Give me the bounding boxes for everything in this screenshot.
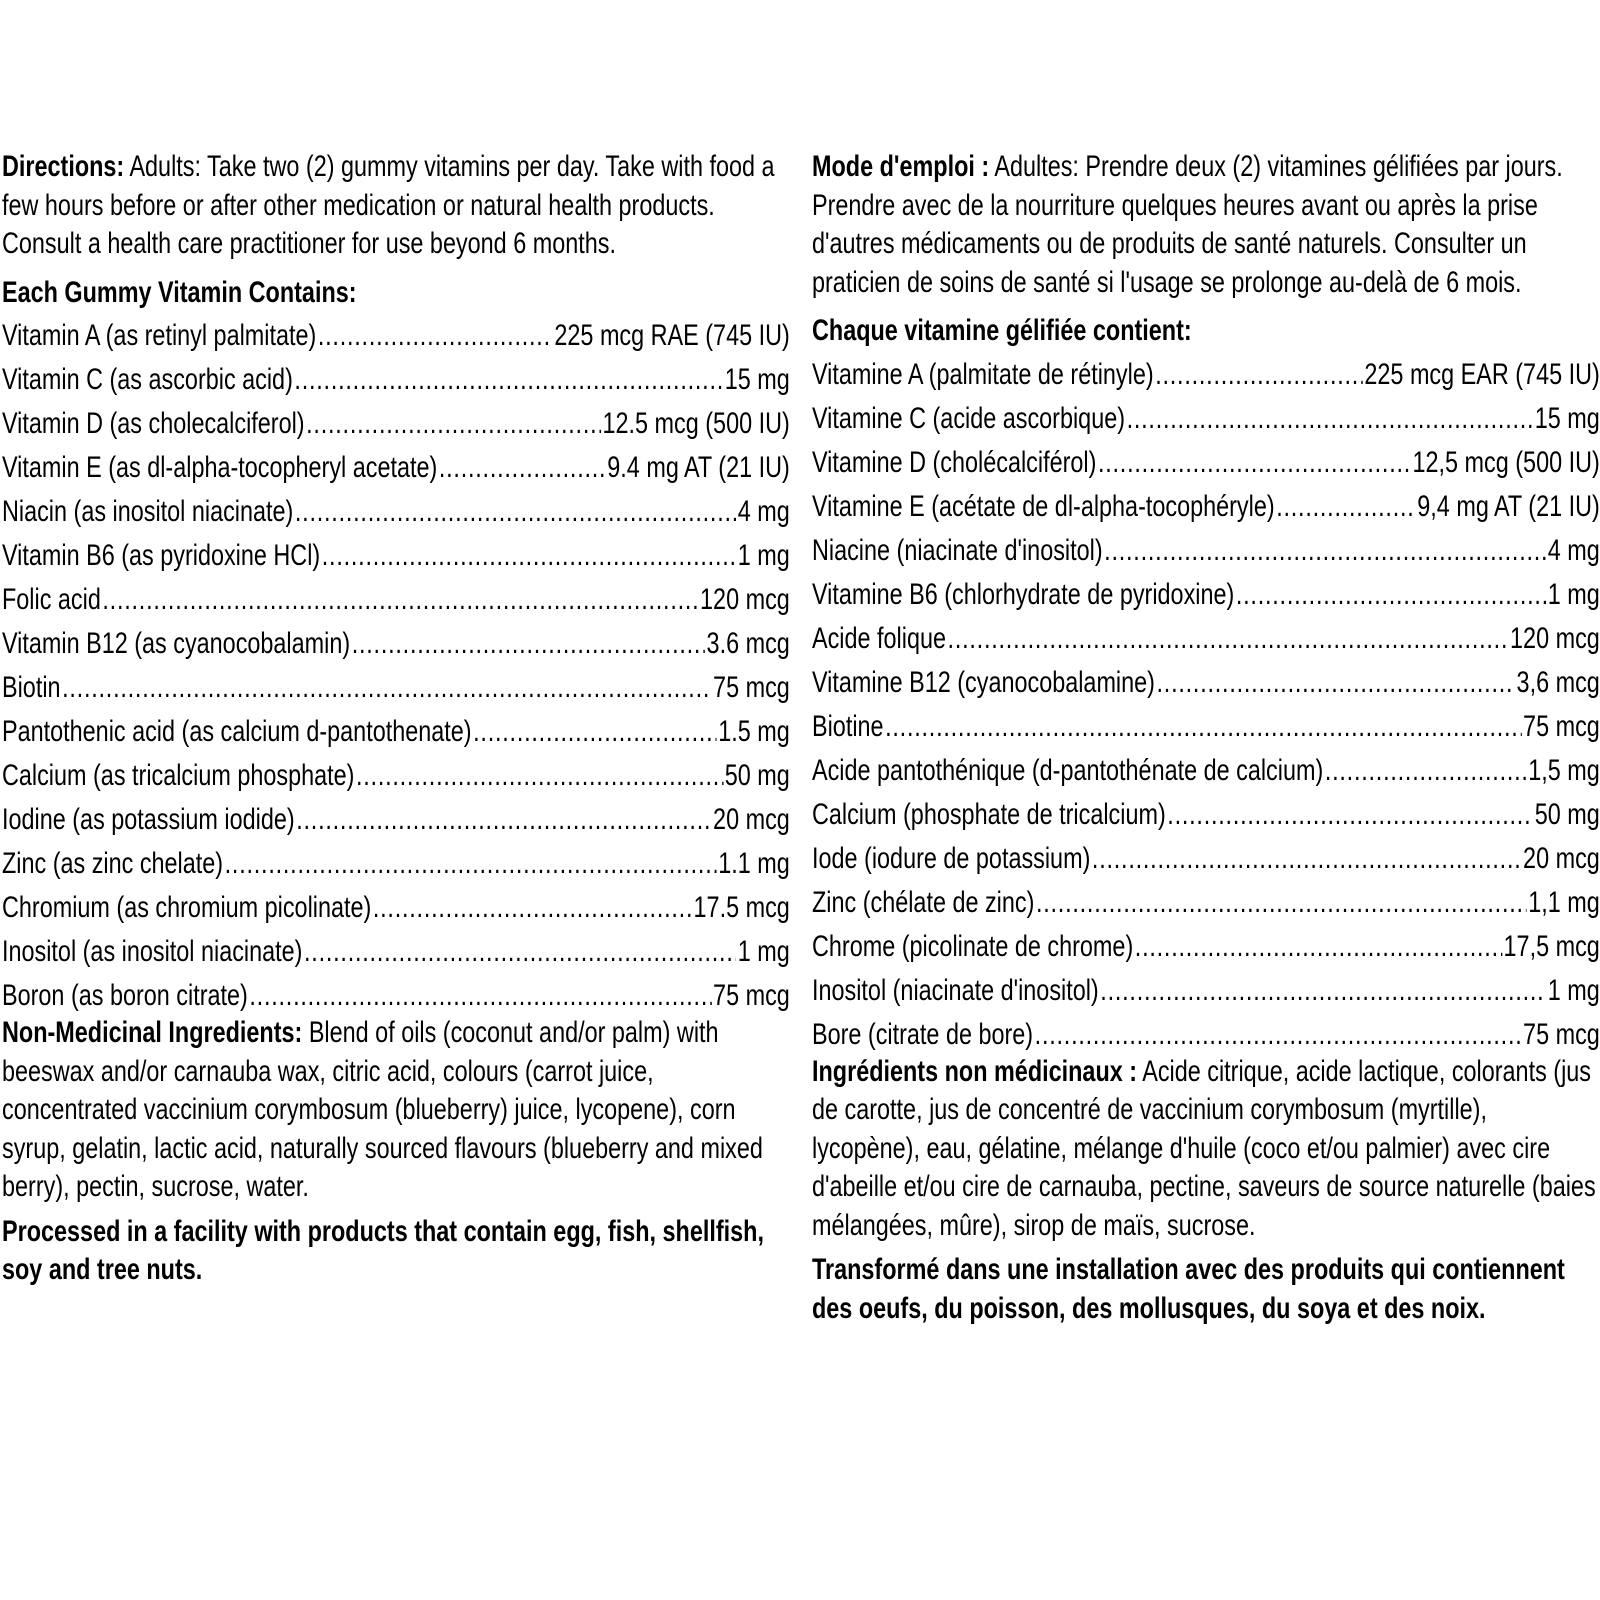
french-column <box>812 148 1600 1334</box>
ingredient-amount: 1.5 mg <box>718 715 790 748</box>
ingredient-amount: 75 mcg <box>713 671 790 704</box>
ingredient-amount: 17.5 mcg <box>693 891 790 924</box>
ingredient-name: Iode (iodure de potassium) <box>812 841 1091 875</box>
ingredient-row <box>812 661 1600 705</box>
ingredient-row <box>812 441 1600 485</box>
ingredient-row <box>812 837 1600 881</box>
ingredient-row <box>2 754 790 798</box>
ingredient-name: Acide pantothénique (d-pantothénate de calcium) <box>812 753 1324 787</box>
ingredient-row <box>812 397 1600 441</box>
ingredient-row <box>2 402 790 446</box>
ingredient-row <box>2 534 790 578</box>
french-directions-text: Adultes: Prendre deux (2) vitamines gélifiées par jours. Prendre avec de la nourriture quelques heures avant ou après la prise d'autres médicaments ou de produits de santé naturels. Consulter un praticien de soins de santé si l'usage se prolonge au-delà de 6 mois. <box>812 150 1563 299</box>
ingredient-row <box>2 490 790 534</box>
ingredient-row <box>2 710 790 754</box>
dot-leader <box>296 798 711 842</box>
ingredient-amount: 1 mg <box>737 539 790 572</box>
english-directions-label: Directions: <box>2 150 125 183</box>
dot-leader <box>352 622 705 666</box>
dot-leader <box>1104 529 1546 573</box>
english-column <box>2 148 790 1296</box>
ingredient-row <box>2 842 790 886</box>
ingredient-name: Vitamine E (acétate de dl-alpha-tocophéryle) <box>812 489 1275 523</box>
ingredient-row <box>812 881 1600 925</box>
ingredient-amount: 225 mcg RAE (745 IU) <box>554 319 790 352</box>
ingredient-name: Folic acid <box>2 583 101 616</box>
ingredient-name: Zinc (chélate de zinc) <box>812 885 1035 919</box>
ingredient-row <box>812 485 1600 529</box>
ingredient-name: Pantothenic acid (as calcium d-pantothenate) <box>2 715 472 748</box>
ingredient-name: Acide folique <box>812 621 947 655</box>
dot-leader <box>1035 1013 1522 1057</box>
ingredient-name: Calcium (as tricalcium phosphate) <box>2 759 355 792</box>
ingredient-amount: 50 mg <box>1534 797 1600 831</box>
ingredient-amount: 120 mcg <box>700 583 790 616</box>
ingredient-name: Vitamine B6 (chlorhydrate de pyridoxine) <box>812 577 1235 611</box>
ingredient-name: Vitamin A (as retinyl palmitate) <box>2 319 317 352</box>
dot-leader <box>304 930 736 974</box>
ingredient-amount: 3,6 mcg <box>1516 665 1600 699</box>
ingredient-amount: 1,1 mg <box>1528 885 1600 919</box>
ingredient-name: Vitamine D (cholécalciférol) <box>812 445 1097 479</box>
dot-leader <box>1135 925 1502 969</box>
ingredient-row <box>2 358 790 402</box>
dot-leader <box>439 446 606 490</box>
english-contains-heading: Each Gummy Vitamin Contains: <box>2 275 357 309</box>
ingredient-amount: 120 mcg <box>1510 621 1600 655</box>
ingredient-row <box>812 1013 1600 1057</box>
dot-leader <box>322 534 736 578</box>
ingredient-name: Biotin <box>2 671 61 704</box>
french-contains-heading: Chaque vitamine gélifiée contient: <box>812 314 1192 347</box>
ingredient-name: Vitamine A (palmitate de rétinyle) <box>812 357 1154 391</box>
ingredient-amount: 20 mcg <box>1523 841 1600 875</box>
english-directions <box>2 148 790 264</box>
ingredient-name: Niacin (as inositol niacinate) <box>2 495 294 528</box>
ingredient-name: Vitamin D (as cholecalciferol) <box>2 407 305 440</box>
english-allergen-statement: Processed in a facility with products that contain egg, fish, shellfish, soy and tree nuts. <box>2 1214 764 1286</box>
dot-leader <box>1036 881 1527 925</box>
dot-leader <box>249 974 711 1018</box>
ingredient-row <box>2 798 790 842</box>
ingredient-row <box>2 578 790 622</box>
english-non-medicinal <box>2 1014 790 1207</box>
ingredient-name: Vitamin B12 (as cyanocobalamin) <box>2 627 351 660</box>
ingredient-amount: 50 mg <box>724 759 790 792</box>
ingredient-row <box>812 969 1600 1013</box>
ingredient-row <box>812 353 1600 397</box>
dot-leader <box>102 578 698 622</box>
ingredient-row <box>812 793 1600 837</box>
ingredient-amount: 75 mcg <box>1523 1017 1600 1051</box>
ingredient-name: Iodine (as potassium iodide) <box>2 803 295 836</box>
dot-leader <box>473 710 717 754</box>
ingredient-name: Chromium (as chromium picolinate) <box>2 891 372 924</box>
ingredient-name: Calcium (phosphate de tricalcium) <box>812 797 1166 831</box>
ingredient-amount: 75 mcg <box>713 979 790 1012</box>
ingredient-name: Inositol (niacinate d'inositol) <box>812 973 1099 1007</box>
ingredient-name: Inositol (as inositol niacinate) <box>2 935 303 968</box>
dot-leader <box>1157 661 1515 705</box>
english-ingredient-list <box>2 314 790 1018</box>
ingredient-amount: 1 mg <box>737 935 790 968</box>
ingredient-amount: 9.4 mg AT (21 IU) <box>607 451 790 484</box>
ingredient-amount: 12,5 mcg (500 IU) <box>1412 445 1600 479</box>
french-directions <box>812 148 1600 302</box>
english-content <box>2 148 790 1290</box>
dot-leader <box>62 666 711 710</box>
ingredient-amount: 1,5 mg <box>1528 753 1600 787</box>
english-non-medicinal-text: Blend of oils (coconut and/or palm) with beeswax and/or carnauba wax, citric acid, colours (carrot juice, concentrated vaccinium corymbosum (blueberry) juice, lycopene), corn syrup, gelatin, lactic acid, naturally sourced flavours (blueberry and mixed berry), pectin, sucrose, water. <box>2 1016 763 1203</box>
ingredient-amount: 3.6 mcg <box>706 627 790 660</box>
ingredient-row <box>2 622 790 666</box>
ingredient-row <box>2 886 790 930</box>
french-content <box>812 148 1600 1328</box>
ingredient-row <box>812 925 1600 969</box>
ingredient-row <box>2 314 790 358</box>
ingredient-name: Zinc (as zinc chelate) <box>2 847 224 880</box>
dot-leader <box>1100 969 1546 1013</box>
dot-leader <box>318 314 553 358</box>
dot-leader <box>1276 485 1416 529</box>
french-non-medicinal-label: Ingrédients non médicinaux : <box>812 1054 1138 1088</box>
ingredient-amount: 1 mg <box>1547 973 1600 1007</box>
ingredient-name: Chrome (picolinate de chrome) <box>812 929 1134 963</box>
dot-leader <box>1236 573 1546 617</box>
french-non-medicinal-text: Acide citrique, acide lactique, colorants (jus de carotte, jus de concentré de vaccinium corymbosum (myrtille), lycopène), eau, gélatine, mélange d'huile (coco et/ou palmier) avec cire d'abeille et/ou cire de carnauba, pectine, saveurs de source naturelle (baies mélangées, mûre), sirop de maïs, sucrose. <box>812 1054 1596 1242</box>
ingredient-row <box>2 446 790 490</box>
french-ingredient-list <box>812 353 1600 1057</box>
ingredient-name: Vitamin B6 (as pyridoxine HCl) <box>2 539 321 572</box>
ingredient-name: Vitamine B12 (cyanocobalamine) <box>812 665 1155 699</box>
dot-leader <box>1098 441 1411 485</box>
dot-leader <box>294 358 723 402</box>
ingredient-amount: 20 mcg <box>713 803 790 836</box>
dot-leader <box>885 705 1521 749</box>
french-non-medicinal <box>812 1053 1600 1246</box>
dot-leader <box>1155 353 1363 397</box>
ingredient-row <box>2 974 790 1018</box>
ingredient-amount: 1.1 mg <box>718 847 790 880</box>
ingredient-amount: 12.5 mcg (500 IU) <box>602 407 790 440</box>
ingredient-amount: 9,4 mg AT (21 IU) <box>1417 489 1600 523</box>
dot-leader <box>1092 837 1522 881</box>
ingredient-row <box>812 573 1600 617</box>
ingredient-name: Biotine <box>812 709 884 743</box>
ingredient-row <box>2 666 790 710</box>
ingredient-row <box>812 529 1600 573</box>
dot-leader <box>1127 397 1534 441</box>
ingredient-name: Bore (citrate de bore) <box>812 1017 1034 1051</box>
dot-leader <box>306 402 601 446</box>
dot-leader <box>225 842 717 886</box>
dot-leader <box>1167 793 1533 837</box>
ingredient-name: Niacine (niacinate d'inositol) <box>812 533 1103 567</box>
ingredient-amount: 15 mg <box>1534 401 1600 435</box>
dot-leader <box>295 490 736 534</box>
ingredient-amount: 75 mcg <box>1523 709 1600 743</box>
ingredient-amount: 225 mcg EAR (745 IU) <box>1364 357 1600 391</box>
ingredient-row <box>812 749 1600 793</box>
ingredient-amount: 17,5 mcg <box>1503 929 1600 963</box>
ingredient-amount: 4 mg <box>1547 533 1600 567</box>
ingredient-name: Vitamin C (as ascorbic acid) <box>2 363 293 396</box>
ingredient-amount: 15 mg <box>724 363 790 396</box>
ingredient-name: Vitamin E (as dl-alpha-tocopheryl acetate) <box>2 451 438 484</box>
dot-leader <box>948 617 1509 661</box>
ingredient-name: Vitamine C (acide ascorbique) <box>812 401 1126 435</box>
english-non-medicinal-label: Non-Medicinal Ingredients: <box>2 1016 303 1049</box>
dot-leader <box>356 754 723 798</box>
ingredient-amount: 1 mg <box>1547 577 1600 611</box>
dot-leader <box>1325 749 1527 793</box>
ingredient-row <box>812 617 1600 661</box>
ingredient-row <box>812 705 1600 749</box>
ingredient-row <box>2 930 790 974</box>
dot-leader <box>373 886 692 930</box>
english-directions-text: Adults: Take two (2) gummy vitamins per day. Take with food a few hours before or after other medication or natural health products. Consult a health care practitioner for use beyond 6 months. <box>2 150 775 260</box>
french-allergen-statement: Transformé dans une installation avec des produits qui contiennent des oeufs, du poisson, des mollusques, du soya et des noix. <box>812 1253 1565 1325</box>
ingredient-name: Boron (as boron citrate) <box>2 979 248 1012</box>
ingredient-amount: 4 mg <box>737 495 790 528</box>
french-directions-label: Mode d'emploi : <box>812 150 990 183</box>
